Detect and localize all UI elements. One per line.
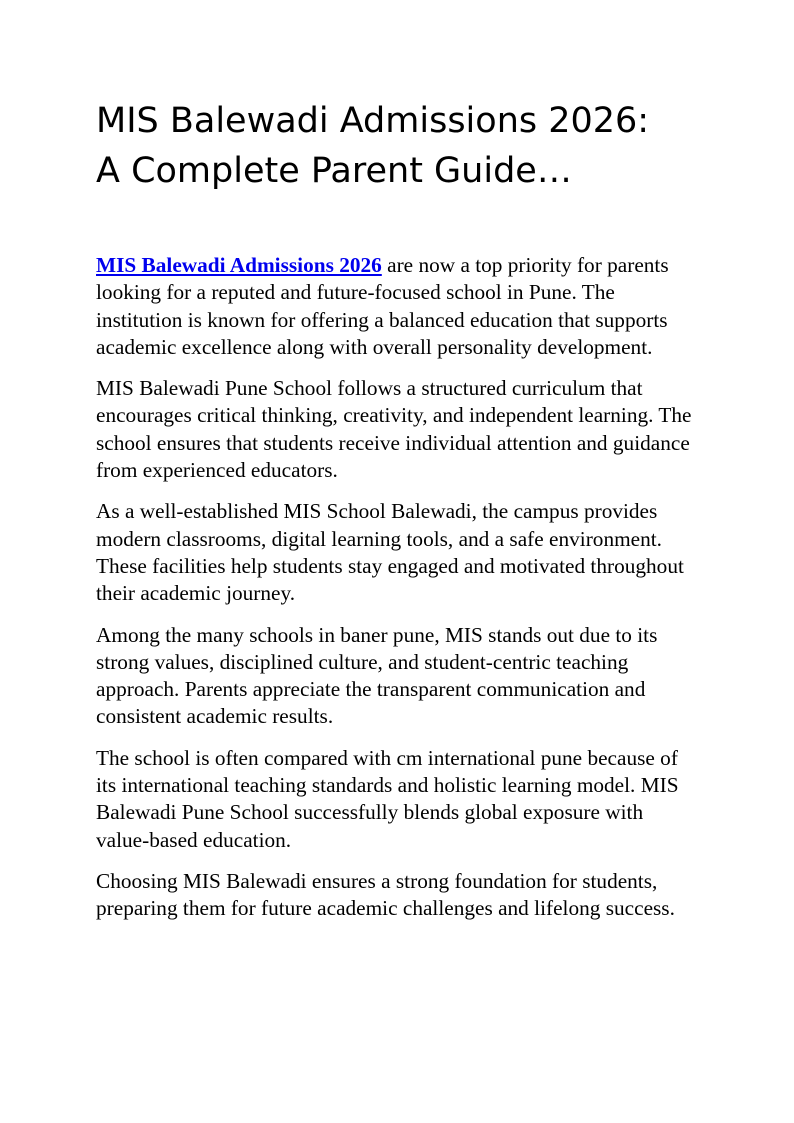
title-line-2: A Complete Parent Guide… [96,151,572,191]
paragraph-values: Among the many schools in baner pune, MIS stands out due to its strong values, disciplined culture, and student-centric teaching approach. Parents appreciate the transparent communication and consistent academic results. [96,622,658,729]
title-line-1: MIS Balewadi Admissions 2026: [96,101,650,141]
intro-text: are now a top priority for parents looking for a reputed and future-focused school in Pune. The institution is known for offering a balanced education that supports academic excellence along with overall personality development. [96,253,669,359]
paragraph-comparison: The school is often compared with cm international pune because of its international teaching standards and holistic learning model. MIS Balewadi Pune School successfully blends global exposure with value-based education. [96,745,679,852]
paragraph-conclusion: Choosing MIS Balewadi ensures a strong foundation for students, preparing them for future academic challenges and lifelong success. [96,868,675,921]
admissions-link[interactable]: MIS Balewadi Admissions 2026 [96,253,382,277]
page-title [96,96,716,196]
intro-paragraph [96,252,696,361]
article-body [96,252,696,937]
paragraph-campus: As a well-established MIS School Balewadi, the campus provides modern classrooms, digital learning tools, and a safe environment. These facilities help students stay engaged and motivated throughout their academic journey. [96,499,684,606]
paragraph-curriculum: MIS Balewadi Pune School follows a structured curriculum that encourages critical thinking, creativity, and independent learning. The school ensures that students receive individual attention and guidance from experienced educators. [96,376,692,483]
